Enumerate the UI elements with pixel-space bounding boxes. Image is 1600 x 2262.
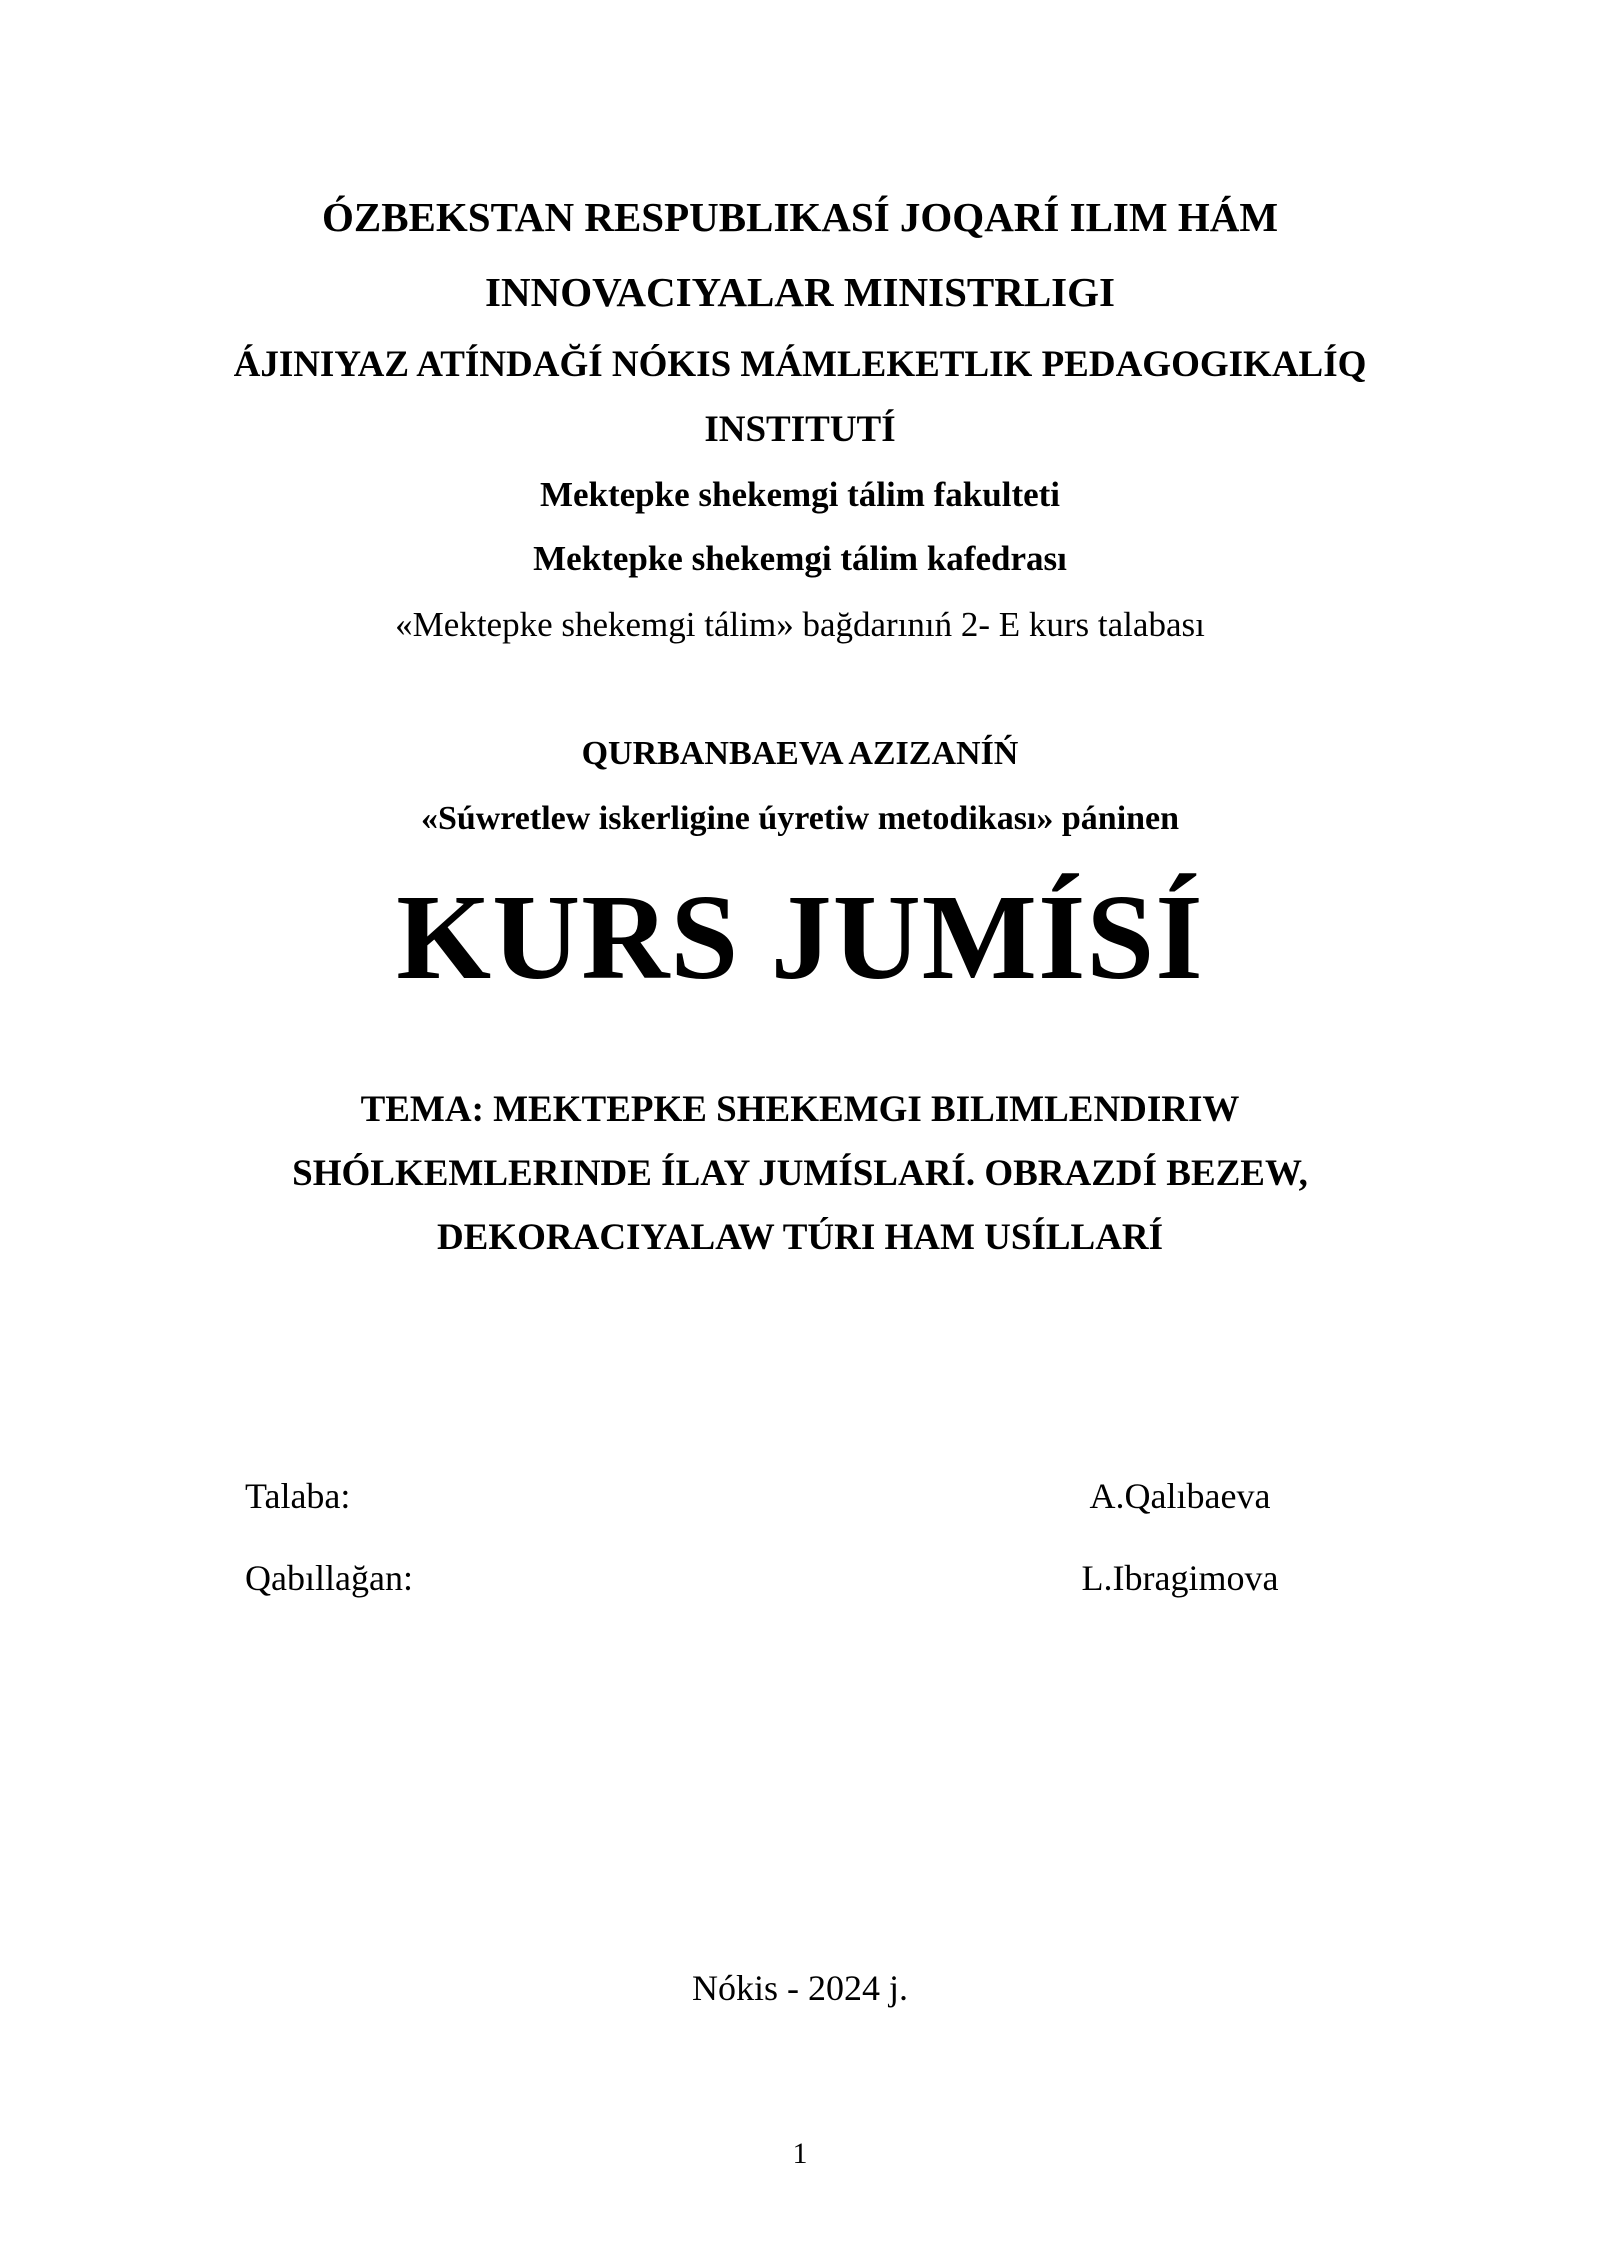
- supervisor-label: Qabıllağan:: [245, 1558, 413, 1598]
- topic-line-1: TEMA: MEKTEPKE SHEKEMGI BILIMLENDIRIW: [360, 1089, 1240, 1130]
- topic-line-2: SHÓLKEMLERINDE ÍLAY JUMÍSLARÍ. OBRAZDÍ BEZEW,: [292, 1153, 1308, 1194]
- ministry-line-1: ÓZBEKSTAN RESPUBLIKASÍ JOQARÍ ILIM HÁM: [321, 194, 1279, 240]
- document-title: KURS JUMÍSÍ: [396, 870, 1204, 1005]
- student-signature-name: A.Qalıbaeva: [1089, 1476, 1271, 1516]
- student-name: QURBANBAEVA AZIZANÍŃ: [581, 735, 1019, 772]
- faculty-name: Mektepke shekemgi tálim fakulteti: [539, 475, 1061, 514]
- place-and-year: Nókis - 2024 j.: [692, 1968, 908, 2008]
- subject-name: «Súwretlew iskerligine úyretiw metodikası» páninen: [420, 800, 1180, 837]
- student-label: Talaba:: [245, 1476, 351, 1516]
- ministry-line-2: INNOVACIYALAR MINISTRLIGI: [485, 269, 1115, 315]
- topic-line-3: DEKORACIYALAW TÚRI HAM USÍLLARÍ: [436, 1217, 1164, 1258]
- study-direction: «Mektepke shekemgi tálim» bağdarınıń 2- E kurs talabası: [395, 605, 1205, 644]
- department-name: Mektepke shekemgi tálim kafedrası: [533, 539, 1067, 578]
- institute-line-2: INSTITUTÍ: [704, 409, 896, 450]
- supervisor-signature-name: L.Ibragimova: [1081, 1558, 1279, 1598]
- page-number: 1: [792, 2137, 808, 2170]
- institute-line-1: ÁJINIYAZ ATÍNDAĞÍ NÓKIS MÁMLEKETLIK PEDAGOGIKALÍQ: [233, 344, 1367, 385]
